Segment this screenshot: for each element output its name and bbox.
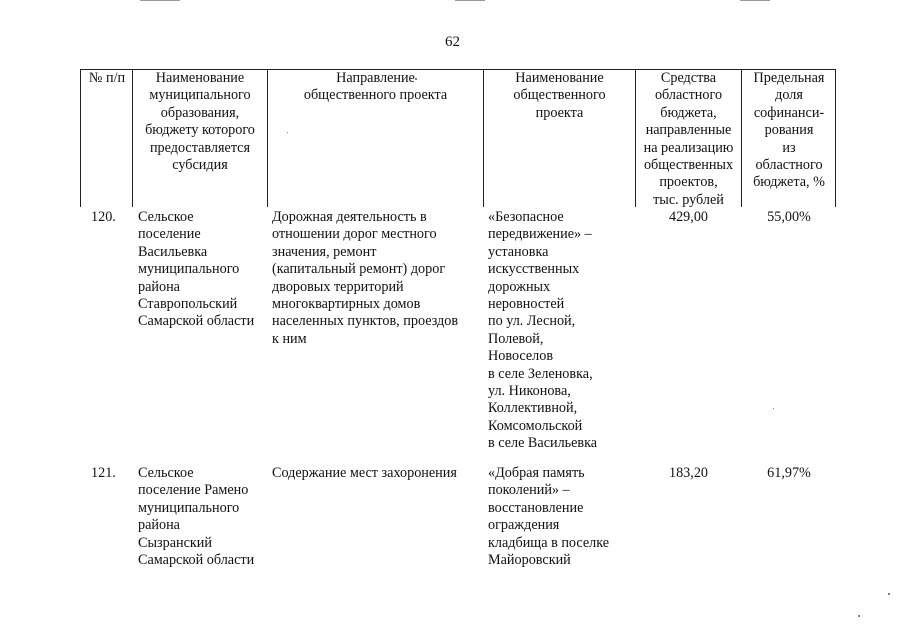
row-number: 121. bbox=[91, 465, 116, 481]
header-municipality: Наименование муниципального образования, бюджету которого предоставляется субсидия bbox=[145, 70, 255, 174]
scan-speck bbox=[773, 408, 774, 409]
scan-edge-mark bbox=[140, 0, 180, 1]
municipality-cell: Сельское поселение Рамено муниципального района Сызранский Самарской области bbox=[138, 465, 255, 569]
header-project-name: Наименование общественного проекта bbox=[513, 70, 606, 121]
scan-speck bbox=[858, 615, 860, 617]
funds-cell: 183,20 bbox=[668, 465, 708, 481]
header-number: № п/п bbox=[88, 70, 126, 86]
scan-speck bbox=[415, 78, 417, 80]
funds-cell: 429,00 bbox=[668, 209, 708, 225]
project-name-cell: «Безопасное передвижение» – установка искусственных дорожных неровностей по ул. Лесной, Полевой, Новоселов в селе Зеленовка, ул. Никонова, Коллективной, Комсомольской в селе Васильевка bbox=[488, 209, 598, 452]
scan-edge-mark bbox=[455, 0, 485, 1]
share-cell: 61,97% bbox=[767, 465, 811, 481]
header-funds: Средства областного бюджета, направленные на реализацию общественных проектов, тыс. рублей bbox=[643, 70, 734, 208]
direction-cell: Содержание мест захоронения bbox=[272, 465, 457, 481]
scan-speck bbox=[287, 132, 288, 133]
share-cell: 55,00% bbox=[767, 209, 811, 225]
direction-cell: Дорожная деятельность в отношении дорог местного значения, ремонт (капитальный ремонт) дорог дворовых территорий многоквартирных домов населенных пунктов, проездов к ним bbox=[272, 209, 459, 347]
page-number: 62 bbox=[445, 34, 460, 50]
row-number: 120. bbox=[91, 209, 116, 225]
project-name-cell: «Добрая память поколений» – восстановление ограждения кладбища в поселке Майоровский bbox=[488, 465, 610, 569]
header-direction: Направление общественного проекта bbox=[303, 70, 448, 104]
header-share: Предельная доля софинанси- рования из областного бюджета, % bbox=[753, 70, 825, 191]
municipality-cell: Сельское поселение Васильевка муниципального района Ставропольский Самарской области bbox=[138, 209, 255, 330]
scan-edge-mark bbox=[740, 0, 770, 1]
scan-speck bbox=[888, 593, 890, 595]
